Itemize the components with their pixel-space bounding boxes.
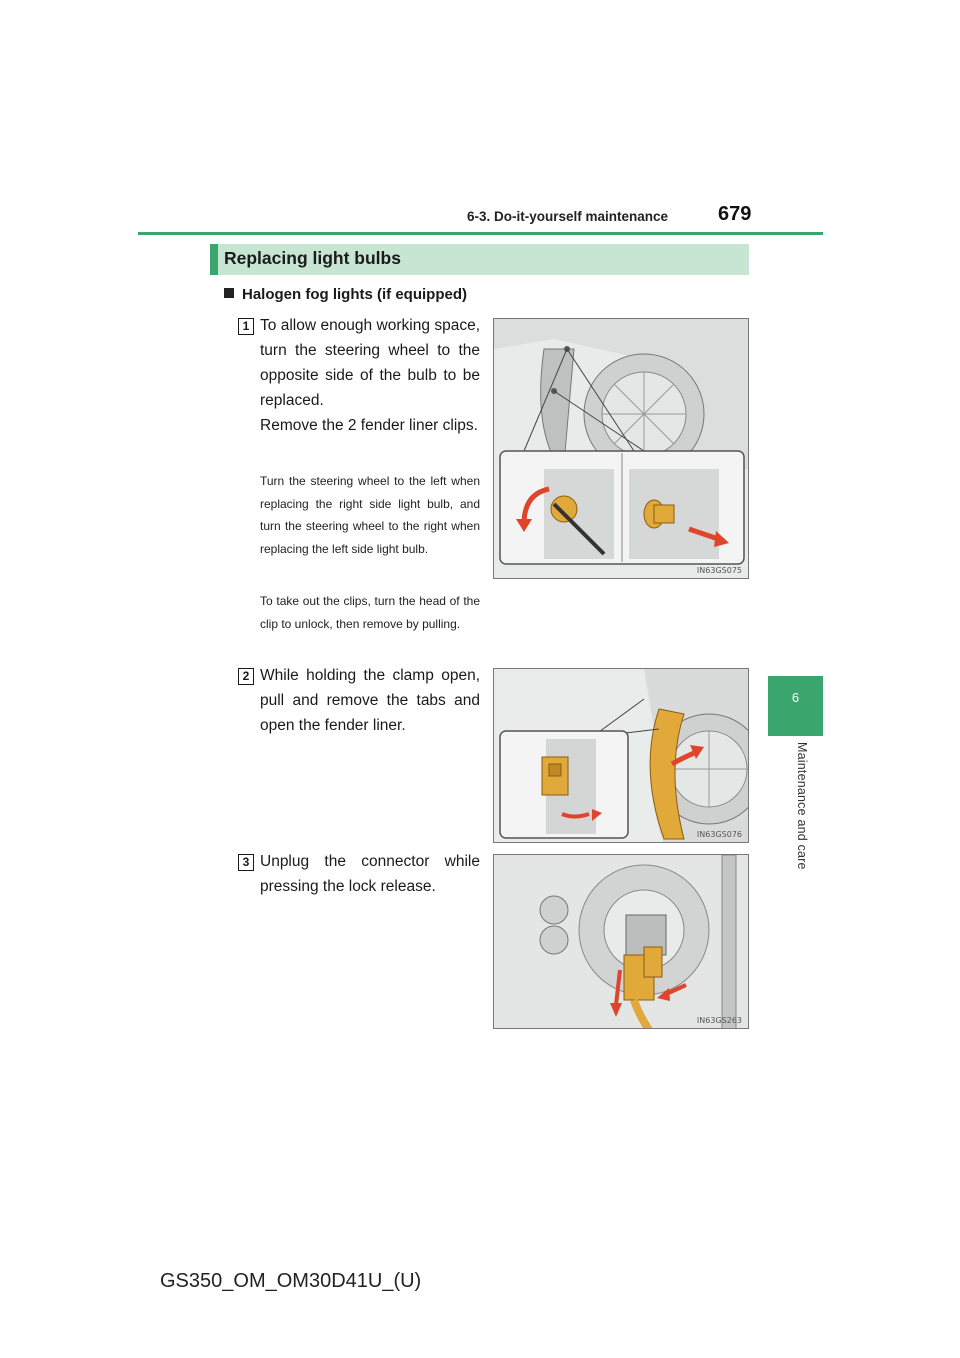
figure-code: IN63GS076 [696,830,742,839]
header-section-title: 6-3. Do-it-yourself maintenance [466,209,668,224]
step-1-instruction-2: Remove the 2 fender liner clips. [260,417,478,434]
section-title: Replacing light bulbs [224,248,401,268]
figure-fender-clips [493,318,749,579]
step-1-note-1: Turn the steering wheel to the left when replacing the right side light bulb, and turn the steering wheel to the right when replacing the left side light bulb. [260,474,480,556]
page-number: 679 [718,203,752,225]
figure-connector [493,854,749,1029]
figure-code: IN63GS075 [696,566,742,575]
fender-clips-illustration [494,319,749,579]
square-bullet-icon [224,288,234,298]
document-code: GS350_OM_OM30D41U_(U) [160,1270,422,1292]
step-1-note-2: To take out the clips, turn the head of the clip to unlock, then remove by pulling. [260,594,480,631]
connector-illustration [494,855,749,1029]
figure-code: IN63GS263 [696,1016,742,1025]
chapter-number: 6 [791,690,800,705]
header-rule [138,232,823,235]
subheading [224,286,467,303]
figure-fender-liner [493,668,749,843]
step-number-1: 1 [238,318,254,335]
step-3-instruction: Unplug the connector while pressing the lock release. [260,853,480,895]
chapter-tab [768,676,823,736]
step-2-instruction: While holding the clamp open, pull and remove the tabs and open the fender liner. [260,667,480,734]
chapter-label: Maintenance and care [795,742,809,870]
subheading-text: Halogen fog lights (if equipped) [242,286,467,303]
fender-liner-illustration [494,669,749,843]
step-number-2: 2 [238,668,254,685]
step-1-instruction: To allow enough working space, turn the steering wheel to the opposite side of the bulb to be replaced. [260,317,480,409]
step-number-3: 3 [238,854,254,871]
